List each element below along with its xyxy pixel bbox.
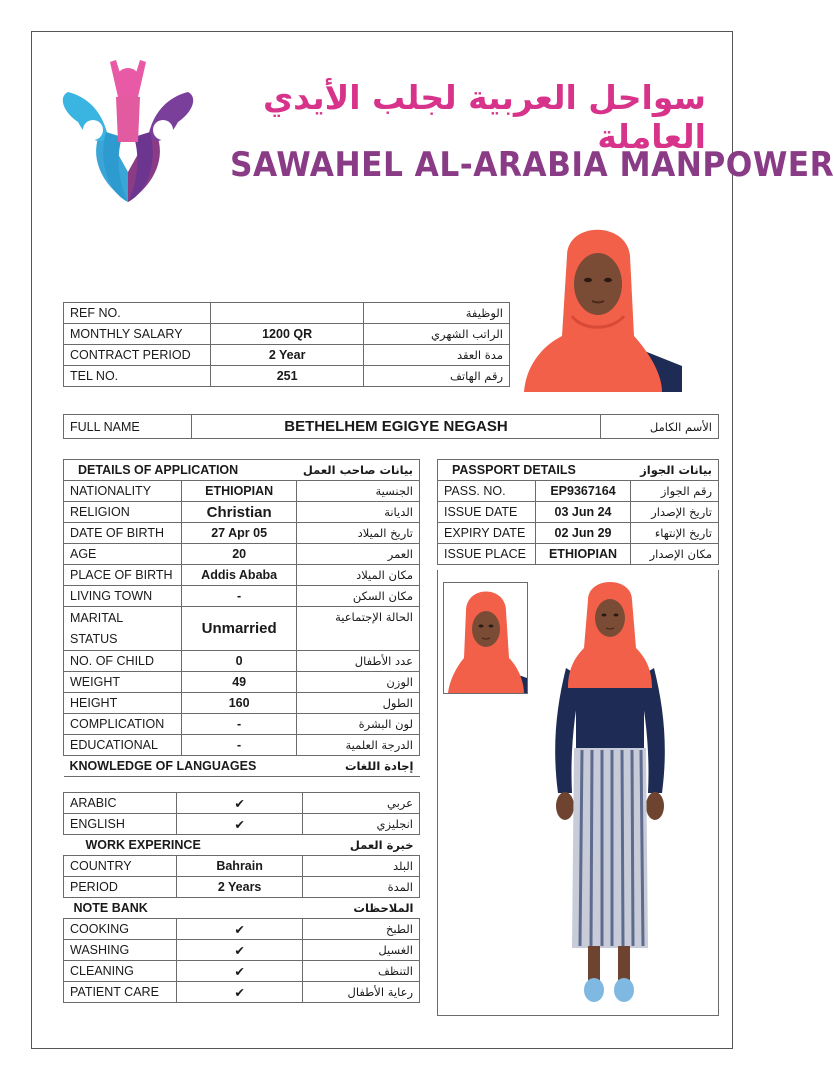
expiry-date-label-ar: تاريخ الإنتهاء xyxy=(631,523,719,544)
nationality-value: ETHIOPIAN xyxy=(181,481,296,502)
pass-no-label-ar: رقم الجواز xyxy=(631,481,719,502)
patient-care-label: PATIENT CARE xyxy=(64,982,177,1003)
washing-label-ar: الغسيل xyxy=(303,940,420,961)
issue-place-value: ETHIOPIAN xyxy=(535,544,630,565)
birthplace-label: PLACE OF BIRTH xyxy=(64,565,182,586)
washing-check-icon: ✔ xyxy=(176,940,302,961)
religion-value: Christian xyxy=(181,502,296,523)
children-label: NO. OF CHILD xyxy=(64,651,182,672)
company-name-arabic: سواحل العربية لجلب الأيدي العاملة xyxy=(262,78,706,156)
education-label-ar: الدرجة العلمية xyxy=(297,735,420,756)
contract-value: 2 Year xyxy=(210,345,363,366)
table-row xyxy=(64,481,420,502)
cooking-label-ar: الطبخ xyxy=(303,919,420,940)
passport-table xyxy=(437,459,719,565)
table-row xyxy=(64,565,420,586)
country-value: Bahrain xyxy=(176,856,302,877)
pass-no-label: PASS. NO. xyxy=(438,481,536,502)
table-row xyxy=(64,415,719,439)
company-logo-icon xyxy=(58,52,198,208)
tel-value: 251 xyxy=(210,366,363,387)
age-value: 20 xyxy=(181,544,296,565)
expiry-date-value: 02 Jun 29 xyxy=(535,523,630,544)
table-row xyxy=(64,651,420,672)
salary-label: MONTHLY SALARY xyxy=(64,324,211,345)
table-row xyxy=(64,502,420,523)
pass-no-value: EP9367164 xyxy=(535,481,630,502)
table-row xyxy=(64,523,420,544)
languages-header xyxy=(64,756,420,777)
arabic-check-icon: ✔ xyxy=(176,793,302,814)
children-value: 0 xyxy=(181,651,296,672)
ref-no-label-ar: الوظيفة xyxy=(364,303,510,324)
cooking-label: COOKING xyxy=(64,919,177,940)
weight-value: 49 xyxy=(181,672,296,693)
weight-label-ar: الوزن xyxy=(297,672,420,693)
application-heading: DETAILS OF APPLICATION xyxy=(64,460,297,481)
table-row xyxy=(64,324,510,345)
passport-photo xyxy=(443,582,528,694)
application-heading-ar: بيانات صاحب العمل xyxy=(297,460,420,481)
tel-label: TEL NO. xyxy=(64,366,211,387)
children-label-ar: عدد الأطفال xyxy=(297,651,420,672)
cleaning-label-ar: التنظف xyxy=(303,961,420,982)
arabic-label-ar: عربي xyxy=(303,793,420,814)
table-row xyxy=(64,814,420,835)
age-label-ar: العمر xyxy=(297,544,420,565)
period-label-ar: المدة xyxy=(303,877,420,898)
application-table xyxy=(63,459,420,777)
tel-label-ar: رقم الهاتف xyxy=(364,366,510,387)
full-name-label-ar: الأسم الكامل xyxy=(601,415,719,439)
table-row xyxy=(64,303,510,324)
table-row xyxy=(64,982,420,1003)
nationality-label-ar: الجنسية xyxy=(297,481,420,502)
cleaning-check-icon: ✔ xyxy=(176,961,302,982)
complication-label: COMPLICATION xyxy=(64,714,182,735)
living-town-label: LIVING TOWN xyxy=(64,586,182,607)
table-row xyxy=(64,793,420,814)
notes-header xyxy=(64,898,420,919)
languages-heading-ar: إجادة اللغات xyxy=(297,756,420,777)
marital-label-line2: STATUS xyxy=(70,631,118,646)
english-label: ENGLISH xyxy=(64,814,177,835)
period-value: 2 Years xyxy=(176,877,302,898)
table-row xyxy=(438,481,719,502)
full-name-label: FULL NAME xyxy=(64,415,192,439)
table-row xyxy=(64,366,510,387)
salary-label-ar: الراتب الشهري xyxy=(364,324,510,345)
full-name-value: BETHELHEM EGIGYE NEGASH xyxy=(191,415,600,439)
table-row xyxy=(64,856,420,877)
issue-place-label-ar: مكان الإصدار xyxy=(631,544,719,565)
contract-label: CONTRACT PERIOD xyxy=(64,345,211,366)
cooking-check-icon: ✔ xyxy=(176,919,302,940)
passport-header xyxy=(438,460,719,481)
washing-label: WASHING xyxy=(64,940,177,961)
issue-date-label: ISSUE DATE xyxy=(438,502,536,523)
table-row xyxy=(64,961,420,982)
marital-label-line1: MARITAL xyxy=(70,610,124,625)
table-row xyxy=(64,714,420,735)
age-label: AGE xyxy=(64,544,182,565)
application-header xyxy=(64,460,420,481)
country-label: COUNTRY xyxy=(64,856,177,877)
table-row xyxy=(438,502,719,523)
dob-label: DATE OF BIRTH xyxy=(64,523,182,544)
country-label-ar: البلد xyxy=(303,856,420,877)
table-row xyxy=(438,544,719,565)
summary-table xyxy=(63,302,510,387)
table-row xyxy=(64,672,420,693)
issue-place-label: ISSUE PLACE xyxy=(438,544,536,565)
patient-care-check-icon: ✔ xyxy=(176,982,302,1003)
table-row xyxy=(64,919,420,940)
marital-label xyxy=(64,607,182,651)
english-check-icon: ✔ xyxy=(176,814,302,835)
experience-heading: WORK EXPERINCE xyxy=(64,835,303,856)
notes-heading-ar: الملاحظات xyxy=(303,898,420,919)
arabic-label: ARABIC xyxy=(64,793,177,814)
table-row xyxy=(64,586,420,607)
table-row xyxy=(438,523,719,544)
cleaning-label: CLEANING xyxy=(64,961,177,982)
experience-header xyxy=(64,835,420,856)
issue-date-label-ar: تاريخ الإصدار xyxy=(631,502,719,523)
patient-care-label-ar: رعاية الأطفال xyxy=(303,982,420,1003)
height-label: HEIGHT xyxy=(64,693,182,714)
weight-label: WEIGHT xyxy=(64,672,182,693)
living-town-value: - xyxy=(181,586,296,607)
education-label: EDUCATIONAL xyxy=(64,735,182,756)
nationality-label: NATIONALITY xyxy=(64,481,182,502)
table-row xyxy=(64,607,420,651)
notes-heading: NOTE BANK xyxy=(64,898,303,919)
full-body-photo xyxy=(548,578,672,1008)
passport-heading-ar: بيانات الجواز xyxy=(631,460,719,481)
full-name-table xyxy=(63,414,719,439)
table-row xyxy=(64,877,420,898)
dob-label-ar: تاريخ الميلاد xyxy=(297,523,420,544)
contract-label-ar: مدة العقد xyxy=(364,345,510,366)
candidate-portrait xyxy=(512,216,682,392)
marital-label-ar: الحالة الإجتماعية xyxy=(297,607,420,651)
expiry-date-label: EXPIRY DATE xyxy=(438,523,536,544)
passport-heading: PASSPORT DETAILS xyxy=(438,460,631,481)
table-row xyxy=(64,693,420,714)
table-row xyxy=(64,940,420,961)
table-row xyxy=(64,735,420,756)
table-row xyxy=(64,345,510,366)
complication-value: - xyxy=(181,714,296,735)
religion-label-ar: الديانة xyxy=(297,502,420,523)
complication-label-ar: لون البشرة xyxy=(297,714,420,735)
education-value: - xyxy=(181,735,296,756)
table-row xyxy=(64,544,420,565)
period-label: PERIOD xyxy=(64,877,177,898)
birthplace-label-ar: مكان الميلاد xyxy=(297,565,420,586)
languages-heading: KNOWLEDGE OF LANGUAGES xyxy=(64,756,297,777)
company-name-english: SAWAHEL AL-ARABIA MANPOWER xyxy=(230,145,834,185)
experience-heading-ar: خبرة العمل xyxy=(303,835,420,856)
salary-value: 1200 QR xyxy=(210,324,363,345)
dob-value: 27 Apr 05 xyxy=(181,523,296,544)
english-label-ar: انجليزي xyxy=(303,814,420,835)
marital-value: Unmarried xyxy=(181,607,296,651)
religion-label: RELIGION xyxy=(64,502,182,523)
issue-date-value: 03 Jun 24 xyxy=(535,502,630,523)
living-town-label-ar: مكان السكن xyxy=(297,586,420,607)
height-value: 160 xyxy=(181,693,296,714)
ref-no-label: REF NO. xyxy=(64,303,211,324)
birthplace-value: Addis Ababa xyxy=(181,565,296,586)
ref-no-value xyxy=(210,303,363,324)
height-label-ar: الطول xyxy=(297,693,420,714)
skills-table xyxy=(63,792,420,1003)
